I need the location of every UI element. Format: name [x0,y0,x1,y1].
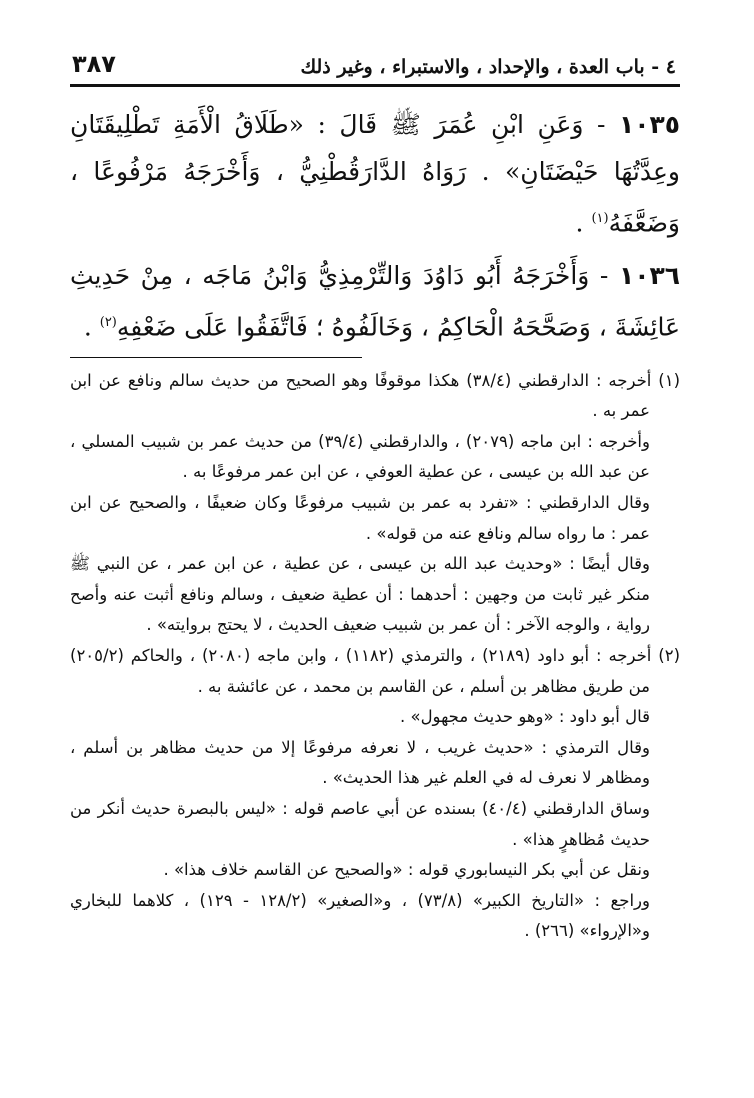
footnote-ref[interactable]: (١) [591,211,609,226]
footnote-paragraph: وقال أيضًا : «وحديث عبد الله بن عيسى ، عن عطية ، عن ابن عمر ، عن النبي ﷺ منكر غير ثابت من وجهين : أحدهما : أن عطية ضعيف ، وسالم ونافع أثبت عنه وأصح رواية ، والوجه الآخر : أن عمر بن شبيب ضعيف الحديث ، لا يحتج بروايته» . [70,554,650,635]
footnote-paragraph: وأخرجه : ابن ماجه (٢٠٧٩) ، والدارقطني (٣٩/٤) من حديث عمر بن شبيب المسلي ، عن عبد الله بن عيسى ، عن عطية العوفي ، عن ابن عمر مرفوعًا به . [70,431,650,482]
footnote-paragraph: (١) أخرجه : الدارقطني (٣٨/٤) هكذا موقوفًا وهو الصحيح من حديث سالم ونافع عن ابن عمر به . [70,370,680,421]
footnote-paragraph: وقال الدارقطني : «تفرد به عمر بن شبيب مرفوعًا وكان ضعيفًا ، والصحيح عن ابن عمر : ما رواه سالم ونافع عنه من قوله» . [70,493,650,543]
hadith-end: . [575,208,592,238]
footnote-paragraph: (٢) أخرجه : أبو داود (٢١٨٩) ، والترمذي (١١٨٢) ، وابن ماجه (٢٠٨٠) ، والحاكم (٢٠٥/٢) من طريق مظاهر بن أسلم ، عن القاسم بن محمد ، عن عائشة به . [70,646,681,696]
footnote-paragraph: وقال الترمذي : «حديث غريب ، لا نعرفه مرفوعًا إلا من حديث مظاهر بن أسلم ، ومظاهر لا نعرف له في العلم غير هذا الحديث» . [70,737,650,788]
hadith-1036 [70,252,680,350]
hadith-number: ١٠٣٥ [618,110,680,139]
hadith-end: . [83,312,100,342]
footnote-ref[interactable]: (٢) [99,315,117,331]
footnote-paragraph: وساق الدارقطني (٤٠/٤) بسنده عن أبي عاصم قوله : «ليس بالبصرة حديث أنكر من حديث مُظاهرٍ هذا» . [70,798,650,849]
running-header [70,44,680,87]
main-text [70,101,680,351]
hadith-number: ١٠٣٦ [618,261,680,291]
footnote-paragraph: وراجع : «التاريخ الكبير» (٧٣/٨) ، و«الصغير» (١٢٨/٢ - ١٢٩) ، كلاهما للبخاري و«الإرواء» (٢٦٦) . [70,890,650,941]
footnote-paragraph: قال أبو داود : «وهو حديث مجهول» . [399,707,650,727]
page-number: ٣٨٧ [72,50,116,78]
hadith-text: - وَأَخْرَجَهُ أَبُو دَاوُدَ وَالتِّرْمِذِيُّ وَابْنُ مَاجَه ، مِنْ حَدِيثِ عَائِشَةَ ، وَصَحَّحَهُ الْحَاكِمُ ، وَخَالَفُوهُ ؛ فَاتَّفَقُوا عَلَى ضَعْفِهِ [70,261,680,342]
footnotes [70,366,680,947]
hadith-text: - وَعَنِ ابْنِ عُمَرَ ﷺ قَالَ : «طَلَاقُ الْأَمَةِ تَطْلِيقَتَانِ وعِدَّتُهَا حَيْضَتَانِ» . رَوَاهُ الدَّارَقُطْنِيُّ ، وَأَخْرَجَهُ مَرْفُوعًا ، وَضَعَّفَهُ [70,110,680,238]
footnote-separator [70,357,362,358]
footnote-paragraph: ونقل عن أبي بكر النيسابوري قوله : «والصحيح عن القاسم خلاف هذا» . [163,860,650,880]
hadith-1035 [70,101,680,246]
chapter-title: ٤ - باب العدة ، والإحداد ، والاستبراء ، وغير ذلك [300,56,676,78]
